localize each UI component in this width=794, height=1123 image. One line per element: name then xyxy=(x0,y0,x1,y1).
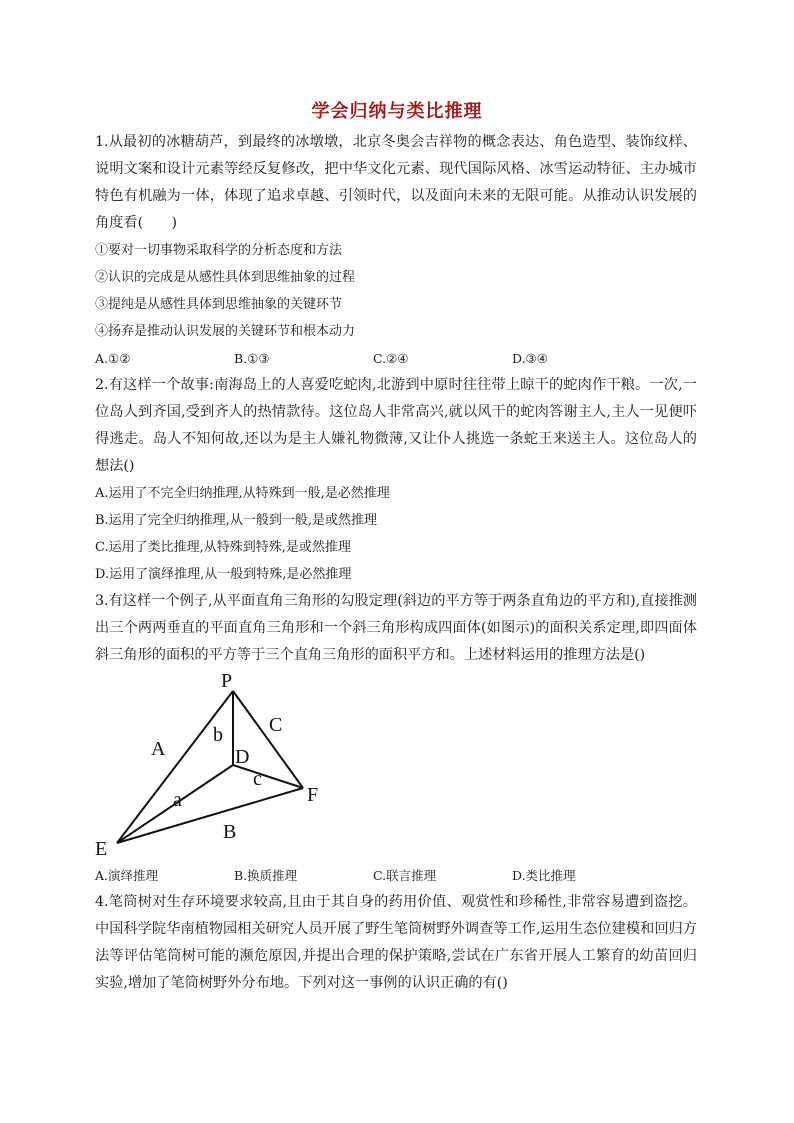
question-1-item-2: ②认识的完成是从感性具体到思维抽象的过程 xyxy=(95,270,356,285)
face-label-b: B xyxy=(223,821,237,843)
vertex-label-f: F xyxy=(307,784,319,806)
question-2-option-b: B.运用了完全归纳推理,从一般到一般,是或然推理 xyxy=(95,513,377,528)
face-label-a: A xyxy=(151,738,166,760)
face-label-c: C xyxy=(269,714,283,736)
choice-b: B.①③ xyxy=(234,351,270,366)
question-1-stem: 1.从最初的冰糖葫芦，到最终的冰墩墩，北京冬奥会吉祥物的概念表达、角色造型、装饰纹样、说明文案和设计元素等经反复修改，把中华文化元素、现代国际风格、冰雪运动特征、主办城市特色有机融为一体，体现了追求卓越、引领时代，以及面向未来的无限可能。从推动认识发展的角度看( ) xyxy=(95,134,697,231)
question-2-option-c: C.运用了类比推理,从特殊到特殊,是或然推理 xyxy=(95,540,351,555)
face-label-lower-a: a xyxy=(173,789,182,811)
question-4-stem: 4.笔筒树对生存环境要求较高,且由于其自身的药用价值、观赏性和珍稀性,非常容易遭到盗挖。中国科学院华南植物园相关研究人员开展了野生笔筒树野外调查等工作,运用生态位建模和回归方法等评估笔筒树可能的濒危原因,并提出合理的保护策略,尝试在广东省开展人工繁育的幼苗回归实验,增加了笔筒树野外分布地。下列对这一事例的认识正确的有() xyxy=(95,894,697,991)
question-2-stem: 2.有这样一个故事:南海岛上的人喜爱吃蛇肉,北游到中原时往往带上晾干的蛇肉作干粮。一次,一位岛人到齐国,受到齐人的热情款待。这位岛人非常高兴,就以风干的蛇肉答谢主人,主人一见便吓得逃走。岛人不知何故,还以为是主人嫌礼物微薄,又让仆人挑选一条蛇王来送主人。这位岛人的想法() xyxy=(95,377,697,474)
question-1-item-3: ③提纯是从感性具体到思维抽象的关键环节 xyxy=(95,297,343,312)
vertex-label-p: P xyxy=(221,673,233,692)
page-title: 学会归纳与类比推理 xyxy=(311,101,483,122)
tetrahedron-figure xyxy=(95,673,395,858)
choice-c: C.联言推理 xyxy=(373,868,437,883)
face-label-lower-b: b xyxy=(213,724,223,746)
vertex-label-d: D xyxy=(235,746,250,768)
edge-df xyxy=(233,765,303,788)
question-1-item-1: ①要对一切事物采取科学的分析态度和方法 xyxy=(95,243,343,258)
choice-d: D.类比推理 xyxy=(512,868,576,883)
edge-ef xyxy=(117,788,303,843)
choice-a: A.①② xyxy=(95,351,131,366)
choice-d: D.③④ xyxy=(512,351,548,366)
choice-c: C.②④ xyxy=(373,351,409,366)
question-2-option-d: D.运用了演绎推理,从一般到特殊,是必然推理 xyxy=(95,567,352,582)
question-1-choices xyxy=(95,345,697,372)
question-2-option-a: A.运用了不完全归纳推理,从特殊到一般,是必然推理 xyxy=(95,486,390,501)
edge-pe xyxy=(117,691,233,843)
question-3-choices xyxy=(95,862,697,889)
vertex-label-e: E xyxy=(95,838,108,858)
document-body xyxy=(95,129,697,997)
choice-b: B.换质推理 xyxy=(234,868,298,883)
question-1-item-4: ④扬弃是推动认识发展的关键环节和根本动力 xyxy=(95,324,356,339)
edge-pf xyxy=(233,691,303,788)
choice-a: A.演绎推理 xyxy=(95,868,159,883)
question-3-stem: 3.有这样一个例子,从平面直角三角形的勾股定理(斜边的平方等于两条直角边的平方和),直接推测出三个两两垂直的平面直角三角形和一个斜三角形构成四面体(如图示)的面积关系定理,即四面体斜三角形的面积的平方等于三个直角三角形的面积平方和。上述材料运用的推理方法是() xyxy=(95,593,697,663)
face-label-lower-c: c xyxy=(253,768,262,790)
